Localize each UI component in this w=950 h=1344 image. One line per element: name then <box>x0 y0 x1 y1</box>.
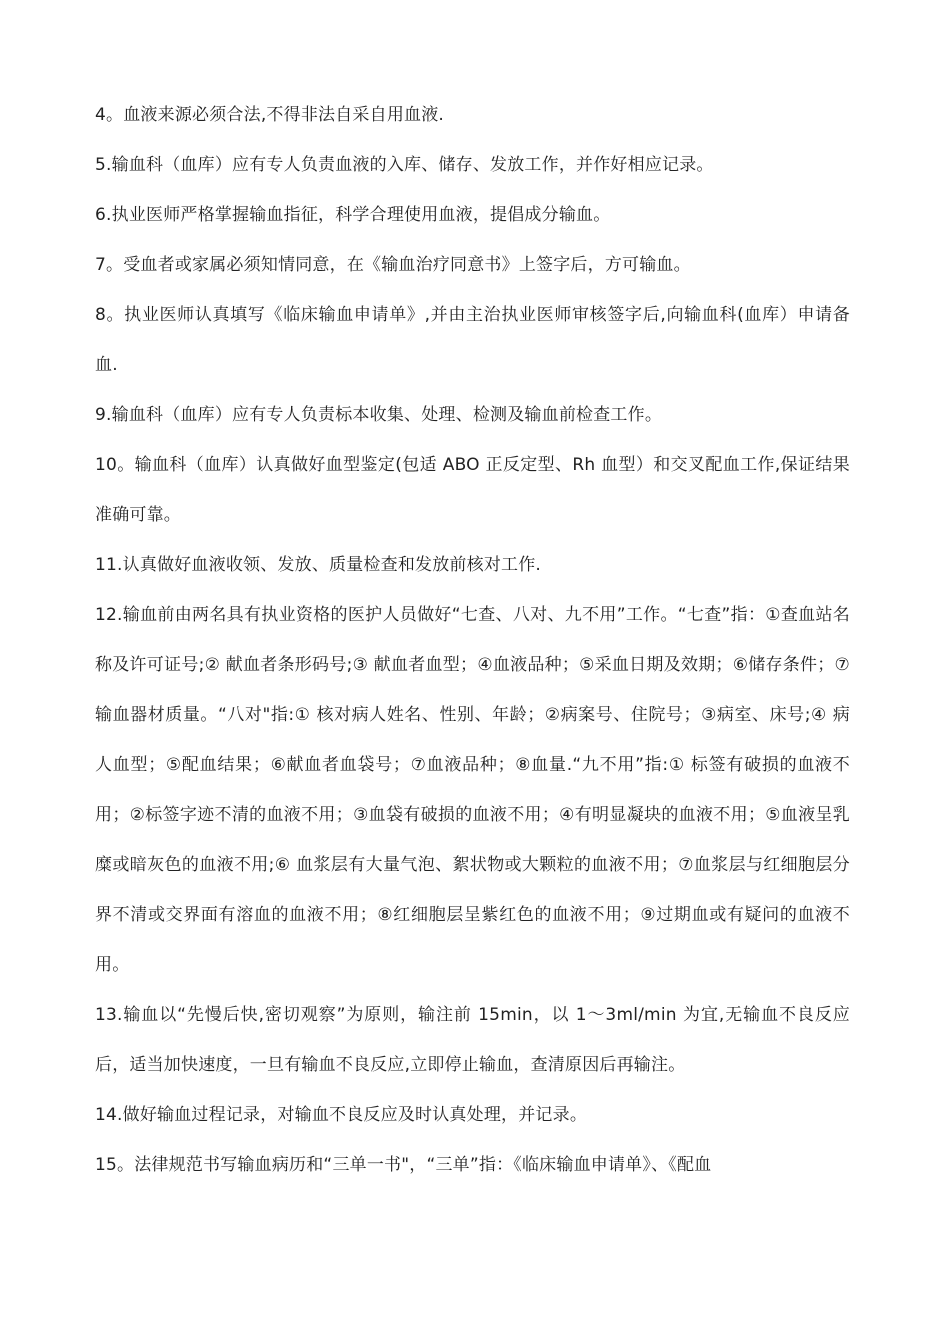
document-body <box>95 90 850 1190</box>
paragraph-item-6: 6.执业医师严格掌握输血指征，科学合理使用血液，提倡成分输血。 <box>95 205 611 225</box>
paragraph-item-4: 4。血液来源必须合法,不得非法自采自用血液. <box>95 105 445 125</box>
paragraph-item-7: 7。受血者或家属必须知情同意，在《输血治疗同意书》上签字后，方可输血。 <box>95 255 691 275</box>
paragraph-item-10: 10。输血科（血库）认真做好血型鉴定(包适 ABO 正反定型、Rh 血型）和交叉配血工作,保证结果准确可靠。 <box>95 455 850 525</box>
paragraph-item-15: 15。法律规范书写输血病历和“三单一书"，“三单”指：《临床输血申请单》、《配血 <box>95 1155 712 1175</box>
paragraph-item-12: 12.输血前由两名具有执业资格的医护人员做好“七查、八对、九不用”工作。“七查”指：①查血站名称及许可证号;② 献血者条形码号;③ 献血者血型；④血液品种；⑤采血日期及效期；⑥储存条件；⑦输血器材质量。“八对"指:① 核对病人姓名、性别、年龄；②病案号、住院号；③病室、床号;④ 病人血型；⑤配血结果；⑥献血者血袋号；⑦血液品种；⑧血量.“九不用”指:① 标签有破损的血液不用；②标签字迹不清的血液不用；③血袋有破损的血液不用；④有明显凝块的血液不用；⑤血液呈乳糜或暗灰色的血液不用;⑥ 血浆层有大量气泡、絮状物或大颗粒的血液不用；⑦血浆层与红细胞层分界不清或交界面有溶血的血液不用；⑧红细胞层呈紫红色的血液不用；⑨过期血或有疑问的血液不用。 <box>95 605 850 975</box>
paragraph-item-9: 9.输血科（血库）应有专人负责标本收集、处理、检测及输血前检查工作。 <box>95 405 663 425</box>
paragraph-item-13: 13.输血以“先慢后快,密切观察”为原则，输注前 15min，以 1～3ml/min 为宜,无输血不良反应后，适当加快速度，一旦有输血不良反应,立即停止输血，查清原因后再输注。 <box>95 1005 850 1075</box>
paragraph-item-5: 5.输血科（血库）应有专人负责血液的入库、储存、发放工作，并作好相应记录。 <box>95 155 714 175</box>
paragraph-item-14: 14.做好输血过程记录，对输血不良反应及时认真处理，并记录。 <box>95 1105 588 1125</box>
paragraph-item-8: 8。执业医师认真填写《临床输血申请单》,并由主治执业医师审核签字后,向输血科(血库）申请备血. <box>95 305 850 375</box>
paragraph-item-11: 11.认真做好血液收领、发放、质量检查和发放前核对工作. <box>95 555 542 575</box>
